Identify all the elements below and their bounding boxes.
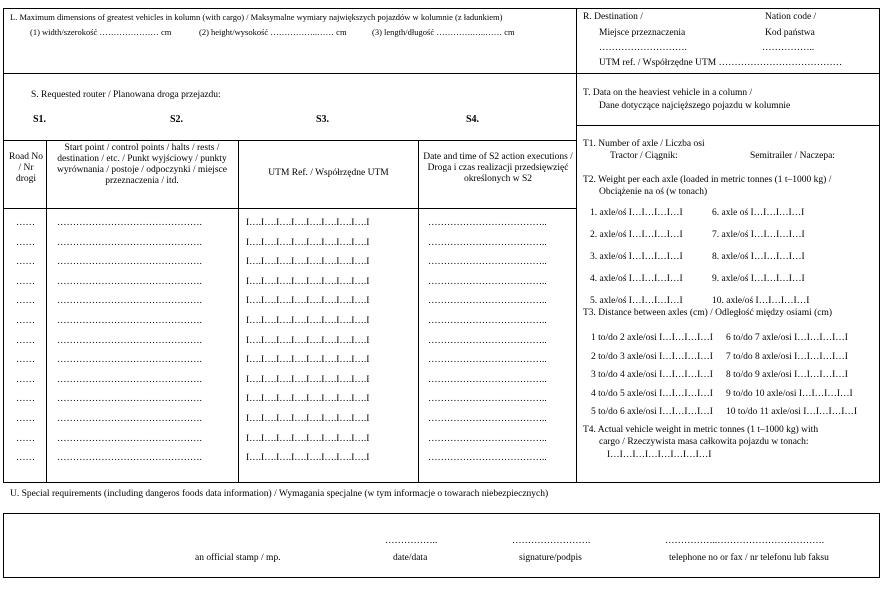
axle-distance-field[interactable]: 8 to/do 9 axle/osi I…I…I…I…I <box>726 370 848 380</box>
axle-weight-field[interactable]: 9. axle/oś I…I…I…I…I <box>712 274 805 284</box>
road-no-cell[interactable]: …… <box>16 394 35 405</box>
axle-distance-field[interactable]: 10 to/do 11 axle/osi I…I…I…I…I <box>726 407 858 417</box>
nation-code-label-pl: Kod państwa <box>765 28 815 38</box>
s4-label: S4. <box>466 114 480 125</box>
signature-label: signature/podpis <box>519 553 582 563</box>
nation-code-label: Nation code / <box>765 12 817 22</box>
date-time-cell[interactable]: ……………………………….. <box>428 453 547 464</box>
section-l-title: L. Maximum dimensions of greatest vehicles in kolumn (with cargo) / Maksymalne wymiary największych pojazdów w kolumnie (z ładunkiem) <box>10 12 503 22</box>
date-time-cell[interactable]: ……………………………….. <box>428 218 547 228</box>
t4-subtitle: cargo / Rzeczywista masa całkowita pojazdu w tonach: <box>599 437 809 447</box>
road-no-cell[interactable]: …… <box>16 453 35 464</box>
nation-code-field[interactable]: …………….. <box>762 43 815 53</box>
header-points: Start point / control points / halts / rests / destination / etc. / Punkt wyjściowy / punkty wyrównania / postoje / odpoczynki / miejsce przeznaczenia / itd. <box>57 143 227 186</box>
header-date-time: Date and time of S2 action executions / Droga i czas realizacji przedsięwzięć określonych w S2 <box>423 152 573 184</box>
axle-weight-field[interactable]: 5. axle/oś I…I…I…I…I <box>590 296 683 306</box>
section-t-subtitle: Dane dotyczące najcięższego pojazdu w kolumnie <box>599 101 791 111</box>
date-time-cell[interactable]: ……………………………….. <box>428 374 547 385</box>
s3-label: S3. <box>316 114 330 125</box>
axle-distance-field[interactable]: 9 to/do 10 axle/osi I…I…I…I…I <box>726 388 853 399</box>
point-cell[interactable]: ………………………………………. <box>57 335 202 346</box>
tractor-label[interactable]: Tractor / Ciągnik: <box>610 151 678 161</box>
axle-weight-field[interactable]: 10. axle/oś I…I…I…I…I <box>712 296 810 306</box>
point-cell[interactable]: ………………………………………. <box>57 355 202 366</box>
point-cell[interactable]: ………………………………………. <box>57 414 202 424</box>
road-no-cell[interactable]: …… <box>16 276 35 287</box>
section-u-title: U. Special requirements (including dangeros foods data information) / Wymagania specjalne (w tym informacje o towarach niebezpiecznych) <box>10 489 549 499</box>
utm-cell[interactable]: I….I….I….I….I….I….I….I….I <box>246 453 370 464</box>
telephone-label: telephone no or fax / nr telefonu lub faksu <box>669 553 829 563</box>
axle-distance-field[interactable]: 3 to/do 4 axle/osi I…I…I…I…I <box>591 370 713 380</box>
official-stamp-label: an official stamp / mp. <box>195 553 281 563</box>
road-no-cell[interactable]: …… <box>16 257 35 268</box>
axle-weight-field[interactable]: 8. axle/oś I…I…I…I…I <box>712 252 805 262</box>
point-cell[interactable]: ………………………………………. <box>57 316 202 326</box>
date-time-cell[interactable]: ……………………………….. <box>428 237 547 248</box>
point-cell[interactable]: ………………………………………. <box>57 296 202 307</box>
point-cell[interactable]: ………………………………………. <box>57 218 202 228</box>
point-cell[interactable]: ………………………………………. <box>57 394 202 405</box>
t2-title: T2. Weight per each axle (loaded in metric tonnes (1 t–1000 kg) / <box>583 175 832 185</box>
t3-title: T3. Distance between axles (cm) / Odległość między osiami (cm) <box>583 308 833 318</box>
utm-cell[interactable]: I….I….I….I….I….I….I….I….I <box>246 257 370 268</box>
axle-distance-field[interactable]: 2 to/do 3 axle/osi I…I…I…I…I <box>591 351 713 362</box>
axle-weight-field[interactable]: 1. axle/oś I…I…I…I…I <box>590 208 683 218</box>
destination-label: R. Destination / <box>583 12 643 22</box>
utm-cell[interactable]: I….I….I….I….I….I….I….I….I <box>246 433 370 444</box>
s2-label: S2. <box>170 114 184 125</box>
date-time-cell[interactable]: ……………………………….. <box>428 355 547 366</box>
utm-cell[interactable]: I….I….I….I….I….I….I….I….I <box>246 316 370 326</box>
axle-weight-field[interactable]: 6. axle oś I…I…I…I…I <box>712 208 805 218</box>
t1-title: T1. Number of axle / Liczba osi <box>583 139 705 149</box>
axle-distance-field[interactable]: 4 to/do 5 axle/osi I…I…I…I…I <box>591 388 713 399</box>
axle-distance-field[interactable]: 5 to/do 6 axle/osi I…I…I…I…I <box>591 407 713 417</box>
axle-distance-field[interactable]: 1 to/do 2 axle/osi I…I…I…I…I <box>591 333 713 343</box>
date-field[interactable]: …………….. <box>385 536 438 546</box>
length-field[interactable]: (3) length/długość ………….…..…… cm <box>372 27 515 37</box>
header-utm: UTM Ref. / Współrzędne UTM <box>268 168 389 178</box>
road-no-cell[interactable]: …… <box>16 374 35 385</box>
axle-weight-field[interactable]: 2. axle/oś I…I…I…I…I <box>590 230 683 240</box>
utm-cell[interactable]: I….I….I….I….I….I….I….I….I <box>246 218 370 228</box>
point-cell[interactable]: ………………………………………. <box>57 257 202 268</box>
utm-cell[interactable]: I….I….I….I….I….I….I….I….I <box>246 296 370 307</box>
date-time-cell[interactable]: ……………………………….. <box>428 276 547 287</box>
point-cell[interactable]: ………………………………………. <box>57 237 202 248</box>
road-no-cell[interactable]: …… <box>16 414 35 424</box>
road-no-cell[interactable]: …… <box>16 355 35 366</box>
height-field[interactable]: (2) height/wysokość ……………..…… cm <box>199 27 347 37</box>
utm-cell[interactable]: I….I….I….I….I….I….I….I….I <box>246 374 370 385</box>
utm-ref-field[interactable]: UTM ref. / Współrzędne UTM ………………………………… <box>599 58 843 68</box>
section-s-title: S. Requested router / Planowana droga przejazdu: <box>31 90 221 100</box>
total-weight-field[interactable]: I…I…I…I…I…I…I…I…I <box>607 450 712 460</box>
road-no-cell[interactable]: …… <box>16 335 35 346</box>
destination-field[interactable]: ………………………. <box>599 43 687 53</box>
date-time-cell[interactable]: ……………………………….. <box>428 316 547 326</box>
date-time-cell[interactable]: ……………………………….. <box>428 335 547 346</box>
date-time-cell[interactable]: ……………………………….. <box>428 257 547 268</box>
utm-cell[interactable]: I….I….I….I….I….I….I….I….I <box>246 394 370 405</box>
axle-distance-field[interactable]: 7 to/do 8 axle/osi I…I…I…I…I <box>726 351 848 362</box>
section-t-title: T. Data on the heaviest vehicle in a column / <box>583 88 753 98</box>
date-time-cell[interactable]: ……………………………….. <box>428 414 547 424</box>
axle-weight-field[interactable]: 4. axle/oś I…I…I…I…I <box>590 274 683 284</box>
semitrailer-label[interactable]: Semitrailer / Naczepa: <box>750 151 835 161</box>
date-time-cell[interactable]: ……………………………….. <box>428 433 547 444</box>
road-no-cell[interactable]: …… <box>16 237 35 248</box>
road-no-cell[interactable]: …… <box>16 218 35 228</box>
point-cell[interactable]: ………………………………………. <box>57 433 202 444</box>
date-time-cell[interactable]: ……………………………….. <box>428 394 547 405</box>
road-no-cell[interactable]: …… <box>16 316 35 326</box>
date-time-cell[interactable]: ……………………………….. <box>428 296 547 307</box>
utm-cell[interactable]: I….I….I….I….I….I….I….I….I <box>246 414 370 424</box>
point-cell[interactable]: ………………………………………. <box>57 453 202 464</box>
destination-label-pl: Miejsce przeznaczenia <box>599 28 686 38</box>
utm-cell[interactable]: I….I….I….I….I….I….I….I….I <box>246 335 370 346</box>
road-no-cell[interactable]: …… <box>16 296 35 307</box>
utm-cell[interactable]: I….I….I….I….I….I….I….I….I <box>246 276 370 287</box>
header-road-no: Road No / Nr drogi <box>8 152 44 184</box>
utm-cell[interactable]: I….I….I….I….I….I….I….I….I <box>246 237 370 248</box>
t4-title: T4. Actual vehicle weight in metric tonnes (1 t–1000 kg) with <box>583 425 819 435</box>
signature-field[interactable]: ……………………. <box>512 536 591 546</box>
width-field[interactable]: (1) width/szerokość ………………… cm <box>30 27 172 37</box>
utm-cell[interactable]: I….I….I….I….I….I….I….I….I <box>246 355 370 366</box>
axle-weight-field[interactable]: 7. axle/oś I…I…I…I…I <box>712 230 805 240</box>
point-cell[interactable]: ………………………………………. <box>57 276 202 287</box>
axle-distance-field[interactable]: 6 to/do 7 axle/osi I…I…I…I…I <box>726 333 848 343</box>
s1-label: S1. <box>33 114 47 125</box>
date-label: date/data <box>393 553 428 563</box>
t2-subtitle: Obciążenie na oś (w tonach) <box>599 187 708 197</box>
telephone-field[interactable]: ……………..……………………………. <box>665 536 825 546</box>
point-cell[interactable]: ………………………………………. <box>57 374 202 385</box>
axle-weight-field[interactable]: 3. axle/oś I…I…I…I…I <box>590 252 683 262</box>
road-no-cell[interactable]: …… <box>16 433 35 444</box>
